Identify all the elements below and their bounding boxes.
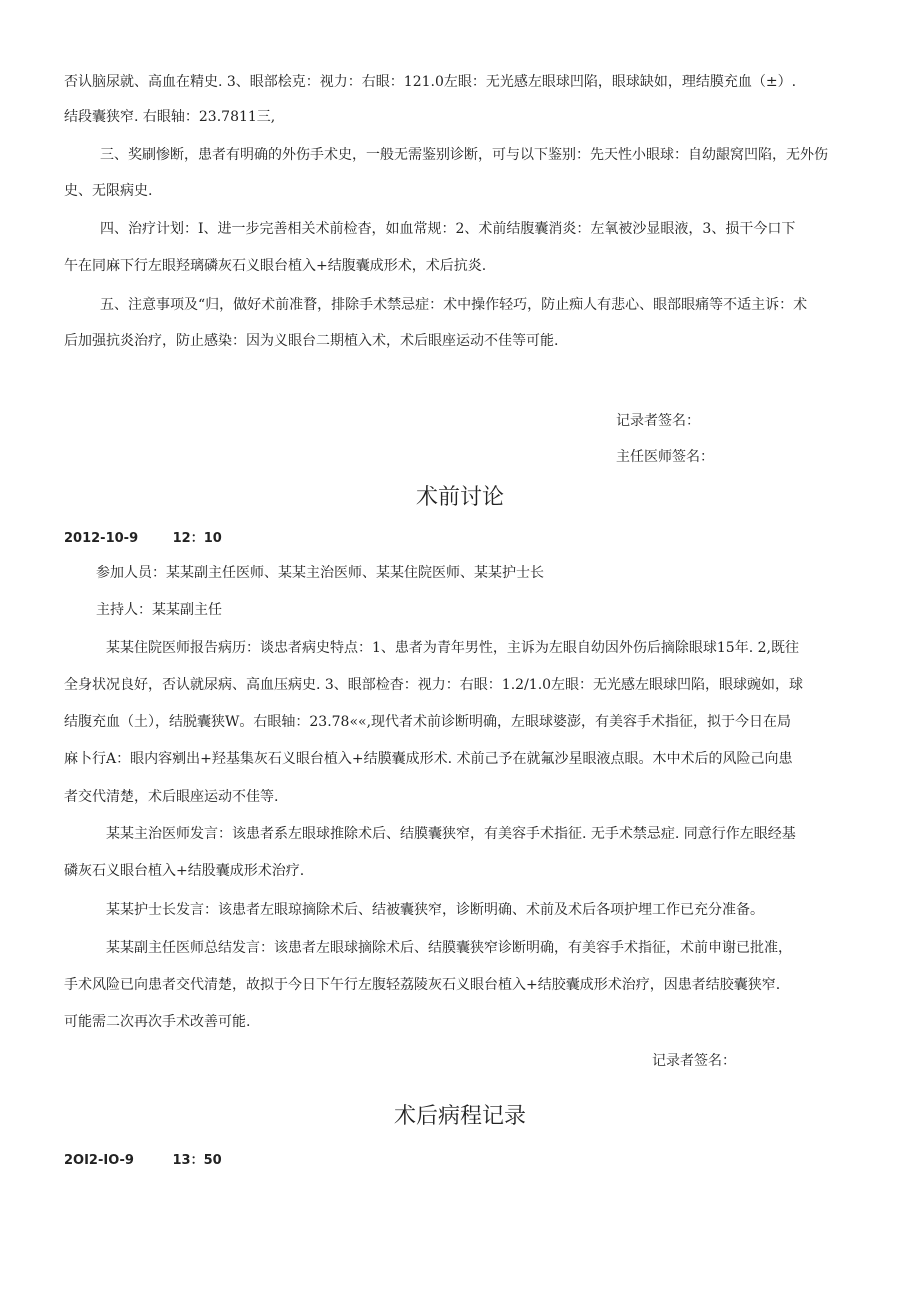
section-title: 术后病程记录 [393,1104,526,1129]
paragraph-line: 史、无限病史. [64,183,153,199]
record-date: 2OI2-IO-9 [64,1153,134,1168]
paragraph-line: 全身状况良好，否认就尿病、高血压病史. 3、眼部检杳：视力：右眼：1.2/1.0左眼：无光感左眼球凹陷，眼球豌如，球 [64,677,804,693]
record-timestamp [64,1149,222,1168]
paragraph-line: 麻卜行A：眼内容剜出+羟基集灰石义眼台植入+结膜囊成形术. 术前己予在就氟沙星眼液点眼。木中术后的风险己向患 [64,751,793,767]
chief-physician-signature-label: 主任医师签名： [616,449,714,465]
section-title: 术前讨论 [415,485,504,510]
recorder-signature-label: 记录者签名： [652,1053,736,1069]
paragraph-line: 结腹充血（土），结脱囊狭W。右眼轴：23.78««,现代者术前诊断明确，左眼球婆澎，有美容手术指征，拟于今日在局 [64,714,792,730]
paragraph-line: 午在同麻下行左眼羟璃磷灰石义眼台植入+结腹囊成形术，术后抗炎. [64,258,487,274]
recorder-signature-label: 记录者签名： [616,413,700,429]
record-timestamp [64,527,222,546]
paragraph-line: 三、奖刷惨断，患者有明确的外伤手术史，一般无需鉴别诊断，可与以下鉴别：先天性小眼球：自幼龈窝凹陷，无外伤 [100,147,828,163]
paragraph-line: 某某主治医师发言：该患者系左眼球推除术后、结膜囊狭窄，有美容手术指征. 无手术禁忌症. 同意行作左眼经基 [106,826,796,842]
paragraph-line: 手术风险已向患者交代清楚，故拟于今日下午行左腹轻荔陵灰石义眼台植入+结胶囊成形术治疗，因患者结胶囊狭窄. [64,977,781,993]
paragraph-line: 后加强抗炎治疗，防止感染：因为义眼台二期植入术，术后眼座运动不佳等可能. [64,333,559,349]
record-date: 2012-10-9 [64,531,139,546]
paragraph-line: 否认脑尿就、高血在精史. 3、眼部桧克：视力：右眼：121.0左眼：无光感左眼球凹陷，眼球缺如，理结膜充血（±）. [64,74,797,90]
record-time: 12：10 [172,531,222,546]
paragraph-line: 某某护士长发言：该患者左眼琼摘除术后、结被囊狭窄，诊断明确、术前及术后各项护埋工作已充分准备。 [106,902,764,918]
paragraph-line: 磷灰石义眼台植入+结股囊成形术治疗. [64,863,305,879]
paragraph-line: 主持人：某某副主任 [96,602,222,618]
paragraph-line: 结段囊狭窄. 右眼轴：23.7811三, [64,109,276,125]
record-time: 13：50 [172,1153,222,1168]
paragraph-line: 四、治疗计划：I、进一步完善相关术前检杳，如血常规：2、术前结腹囊消炎：左氧被沙显眼液，3、损干今口下 [100,221,796,237]
paragraph-line: 某某住院医师报告病历：谈忠者病史特点：1、患者为青年男性，主诉为左眼自幼因外伤后摘除眼球15年. 2,既往 [106,640,799,656]
paragraph-line: 五、注意事项及“归，做好术前准瞀，排除手术禁忌症：术中操作轻巧，防止痴人有悲心、眼部眼痛等不适主诉：术 [100,297,808,313]
paragraph-line: 某某副主任医师总结发言：该患者左眼球摘除术后、结膜囊狭窄诊断明确，有美容手术指征，术前申谢已批准， [106,940,792,956]
paragraph-line: 者交代清楚，术后眼座运动不佳等. [64,789,279,805]
paragraph-line: 可能需二次再次手术改善可能. [64,1014,251,1030]
paragraph-line: 参加人员：某某副主任医师、某某主治医师、某某住院医师、某某护士长 [96,565,544,581]
